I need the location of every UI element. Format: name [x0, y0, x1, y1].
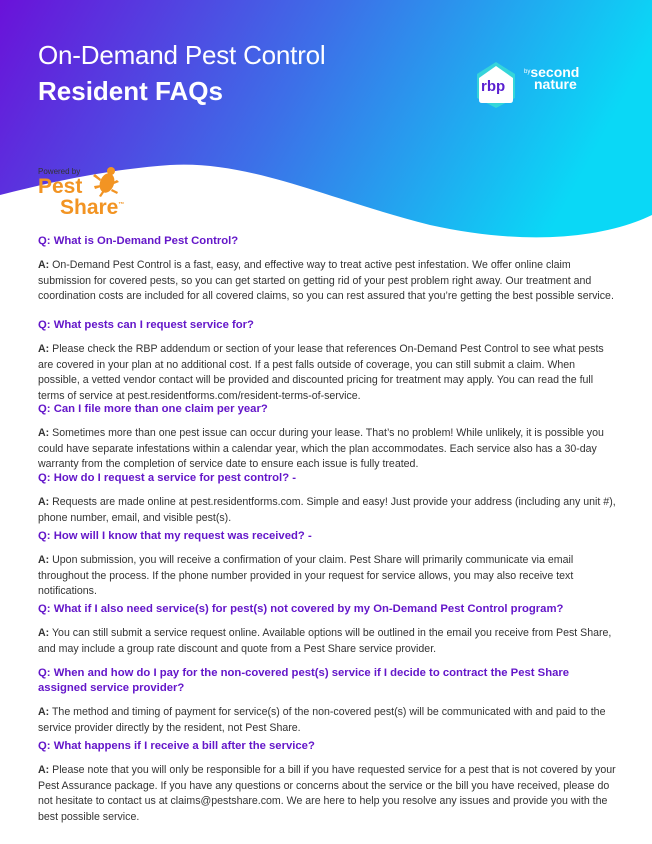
faq-answer: A: Please note that you will only be responsible for a bill if you have requested service for a pest that is not covered by your Pest Assurance package. If you have any questions or concerns about the service or the bill you have received, please do not hesitate to contact us at claims@pestshare.com. We are here to help you resolve any issues and provide you with the best possible service.: [38, 764, 616, 823]
page-title-line1: On-Demand Pest Control: [38, 40, 326, 70]
faq-question: Q: How will I know that my request was received? -: [38, 530, 312, 542]
faq-question: Q: When and how do I pay for the non-covered pest(s) service if I decide to contract the Pest Share assigned service provider?: [38, 667, 570, 694]
faq-answer: A: Please check the RBP addendum or section of your lease that references On-Demand Pest Control to see what pests are covered in your plan at no additional cost. If a pest falls outside of coverage, you can still submit a claim. When possible, a vetted vendor contact will be provided and discounted pricing for treatment may apply. You can read the full terms of service at pest.residentforms.com/resident-terms-of-service.: [38, 343, 604, 402]
faq-answer: A: Upon submission, you will receive a confirmation of your claim. Pest Share will primarily communicate via email throughout the process. If the phone number provided in your request for service allows, you may also receive text notifications.: [38, 554, 574, 597]
logo-pest: Pest: [38, 175, 83, 198]
second-nature-logo: [524, 66, 579, 90]
logo-by: by: [524, 69, 531, 75]
faq-item: [38, 471, 618, 526]
powered-by-label: Powered by: [38, 167, 81, 176]
page-title-line2: Resident FAQs: [38, 76, 223, 106]
faq-question: Q: What pests can I request service for?: [38, 319, 254, 331]
faq-question: Q: What happens if I receive a bill after the service?: [38, 740, 315, 752]
faq-answer: A: You can still submit a service request online. Available options will be outlined in the email you receive from Pest Share, and may include a group rate discount and quote from a Pest Share service provider.: [38, 627, 612, 655]
faq-question: Q: Can I file more than one claim per year?: [38, 403, 268, 415]
faq-question: Q: What if I also need service(s) for pest(s) not covered by my On-Demand Pest Control program?: [38, 603, 564, 615]
faq-item: [38, 666, 618, 736]
faq-item: [38, 318, 618, 404]
faq-item: [38, 529, 618, 600]
logo-share: Share: [60, 196, 119, 219]
bug-icon: [91, 166, 121, 198]
trademark: ™: [118, 202, 125, 208]
faq-answer: A: Requests are made online at pest.residentforms.com. Simple and easy! Just provide your address (including any unit #), phone number, email, and visible pest(s).: [38, 496, 616, 524]
faq-question: Q: How do I request a service for pest control? -: [38, 472, 296, 484]
logo-nature: nature: [534, 76, 577, 92]
faq-item: [38, 402, 618, 473]
faq-question: Q: What is On-Demand Pest Control?: [38, 235, 239, 247]
faq-item: [38, 602, 618, 657]
faq-item: [38, 234, 618, 305]
rbp-logo-text: rbp: [481, 78, 506, 95]
faq-item: [38, 739, 618, 825]
faq-answer: A: The method and timing of payment for service(s) of the non-covered pest(s) will be communicated with and paid to the service provider directly by the resident, not Pest Share.: [38, 706, 606, 734]
faq-answer: A: On-Demand Pest Control is a fast, easy, and effective way to treat active pest infestation. We offer online claim submission for covered pests, so you can get started on getting rid of your pest problem right away. Our treatment and coordination costs are included for all covered claims, so you can rest assured that you’re getting the best possible service.: [38, 259, 614, 302]
faq-answer: A: Sometimes more than one pest issue can occur during your lease. That’s no problem! While unlikely, it is possible you could have separate infestations within a calendar year, which the plan accommodates. Each service also has a 30-day warranty from the completion of service date to ensure each issue is fully treated.: [38, 427, 604, 470]
logo-second: second: [530, 64, 580, 80]
